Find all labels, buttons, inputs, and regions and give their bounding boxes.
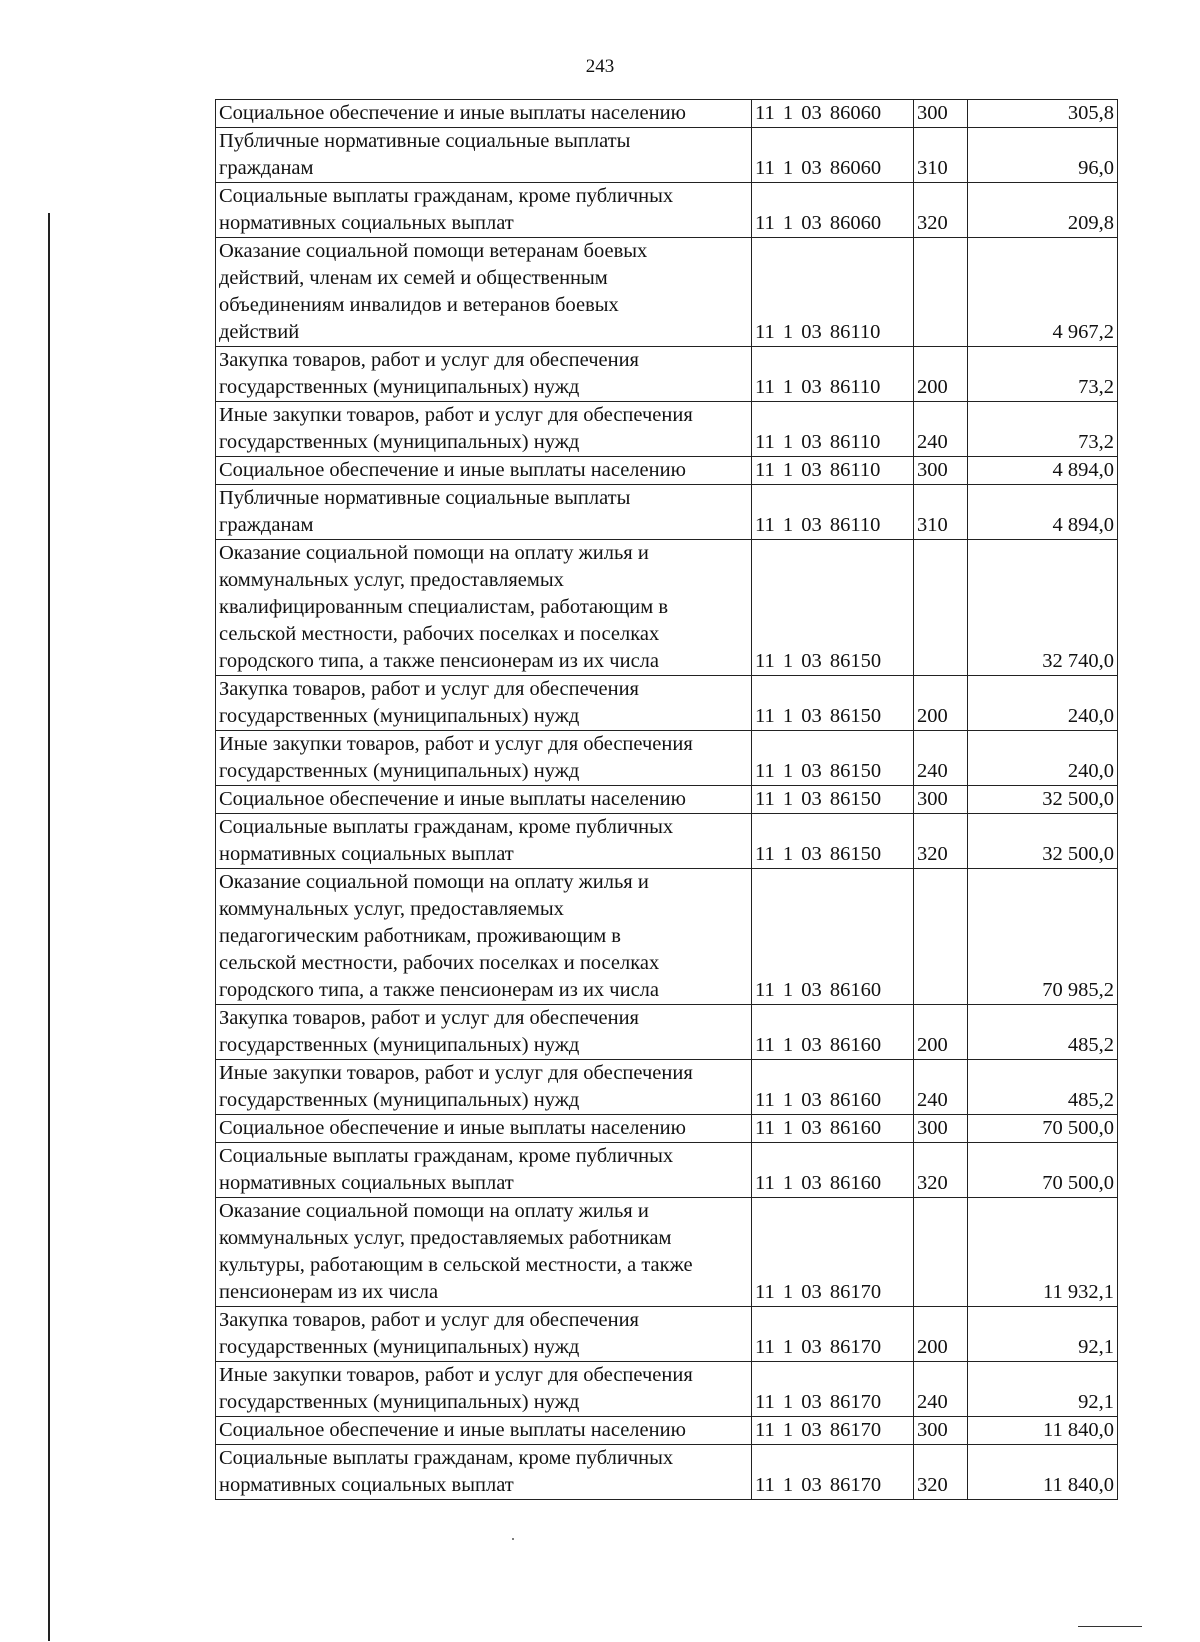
table-row — [216, 402, 1118, 457]
expense-type-cell: 310 — [914, 485, 968, 540]
amount-cell: 70 500,0 — [968, 1143, 1118, 1198]
expense-name-cell: Социальные выплаты гражданам, кроме публичных нормативных социальных выплат — [216, 1143, 752, 1198]
expense-name-cell: Закупка товаров, работ и услуг для обеспечения государственных (муниципальных) нужд — [216, 676, 752, 731]
table-row — [216, 1143, 1118, 1198]
expense-name-cell: Оказание социальной помощи на оплату жилья и коммунальных услуг, предоставляемых педагогическим работникам, проживающим в сельской местности, рабочих поселках и поселках городского типа, а также пенсионерам из их числа — [216, 869, 752, 1005]
expense-type-cell: 240 — [914, 1362, 968, 1417]
table-row — [216, 1005, 1118, 1060]
table-row — [216, 786, 1118, 814]
expense-name-cell: Социальные выплаты гражданам, кроме публичных нормативных социальных выплат — [216, 183, 752, 238]
expense-type-cell: 320 — [914, 1445, 968, 1500]
expense-type-cell: 320 — [914, 814, 968, 869]
expense-type-cell — [914, 238, 968, 347]
table-row — [216, 540, 1118, 676]
table-row — [216, 1417, 1118, 1445]
expense-type-cell — [914, 869, 968, 1005]
expense-name-cell: Социальные выплаты гражданам, кроме публичных нормативных социальных выплат — [216, 1445, 752, 1500]
amount-cell: 240,0 — [968, 731, 1118, 786]
table-row — [216, 1198, 1118, 1307]
target-code-cell: 11 1 03 86160 — [752, 1060, 914, 1115]
expense-name-cell: Социальное обеспечение и иные выплаты населению — [216, 786, 752, 814]
table-row — [216, 1060, 1118, 1115]
expense-name-cell: Иные закупки товаров, работ и услуг для обеспечения государственных (муниципальных) нужд — [216, 1362, 752, 1417]
expense-name-cell: Публичные нормативные социальные выплаты гражданам — [216, 128, 752, 183]
target-code-cell: 11 1 03 86110 — [752, 485, 914, 540]
expense-name-cell: Социальное обеспечение и иные выплаты населению — [216, 1417, 752, 1445]
target-code-cell: 11 1 03 86150 — [752, 540, 914, 676]
expense-name-cell: Закупка товаров, работ и услуг для обеспечения государственных (муниципальных) нужд — [216, 347, 752, 402]
expense-name-cell: Иные закупки товаров, работ и услуг для обеспечения государственных (муниципальных) нужд — [216, 1060, 752, 1115]
amount-cell: 96,0 — [968, 128, 1118, 183]
expense-name-cell: Социальные выплаты гражданам, кроме публичных нормативных социальных выплат — [216, 814, 752, 869]
expense-name-cell: Социальное обеспечение и иные выплаты населению — [216, 457, 752, 485]
expense-name-cell: Иные закупки товаров, работ и услуг для обеспечения государственных (муниципальных) нужд — [216, 402, 752, 457]
expense-type-cell: 300 — [914, 1417, 968, 1445]
expense-type-cell: 200 — [914, 676, 968, 731]
expense-type-cell: 300 — [914, 100, 968, 128]
target-code-cell: 11 1 03 86150 — [752, 786, 914, 814]
target-code-cell: 11 1 03 86170 — [752, 1417, 914, 1445]
target-code-cell: 11 1 03 86060 — [752, 128, 914, 183]
amount-cell: 209,8 — [968, 183, 1118, 238]
expense-type-cell: 240 — [914, 731, 968, 786]
expense-type-cell: 300 — [914, 1115, 968, 1143]
target-code-cell: 11 1 03 86160 — [752, 1115, 914, 1143]
table-row — [216, 731, 1118, 786]
target-code-cell: 11 1 03 86160 — [752, 1005, 914, 1060]
amount-cell: 73,2 — [968, 347, 1118, 402]
expense-type-cell: 310 — [914, 128, 968, 183]
expense-type-cell: 300 — [914, 786, 968, 814]
amount-cell: 4 967,2 — [968, 238, 1118, 347]
amount-cell: 92,1 — [968, 1307, 1118, 1362]
expense-type-cell: 200 — [914, 1005, 968, 1060]
table-row — [216, 814, 1118, 869]
expense-name-cell: Иные закупки товаров, работ и услуг для обеспечения государственных (муниципальных) нужд — [216, 731, 752, 786]
expense-type-cell — [914, 1198, 968, 1307]
scan-speck — [512, 1538, 514, 1540]
table-row — [216, 1115, 1118, 1143]
scan-margin-line — [48, 213, 50, 1641]
amount-cell: 32 500,0 — [968, 814, 1118, 869]
amount-cell: 73,2 — [968, 402, 1118, 457]
table-row — [216, 1307, 1118, 1362]
table-row — [216, 1362, 1118, 1417]
expense-type-cell: 300 — [914, 457, 968, 485]
table-row — [216, 238, 1118, 347]
target-code-cell: 11 1 03 86060 — [752, 183, 914, 238]
target-code-cell: 11 1 03 86150 — [752, 676, 914, 731]
target-code-cell: 11 1 03 86160 — [752, 1143, 914, 1198]
amount-cell: 4 894,0 — [968, 457, 1118, 485]
amount-cell: 92,1 — [968, 1362, 1118, 1417]
expense-name-cell: Закупка товаров, работ и услуг для обеспечения государственных (муниципальных) нужд — [216, 1307, 752, 1362]
amount-cell: 11 840,0 — [968, 1417, 1118, 1445]
scan-corner-mark — [1078, 1626, 1142, 1627]
target-code-cell: 11 1 03 86110 — [752, 347, 914, 402]
budget-table-body — [216, 100, 1118, 1500]
expense-type-cell: 200 — [914, 1307, 968, 1362]
expense-name-cell: Оказание социальной помощи на оплату жилья и коммунальных услуг, предоставляемых квалифицированным специалистам, работающим в сельской местности, рабочих поселках и поселках городского типа, а также пенсионерам из их числа — [216, 540, 752, 676]
target-code-cell: 11 1 03 86110 — [752, 457, 914, 485]
page-number: 243 — [585, 56, 615, 77]
target-code-cell: 11 1 03 86170 — [752, 1198, 914, 1307]
target-code-cell: 11 1 03 86110 — [752, 238, 914, 347]
amount-cell: 11 840,0 — [968, 1445, 1118, 1500]
amount-cell: 70 500,0 — [968, 1115, 1118, 1143]
target-code-cell: 11 1 03 86110 — [752, 402, 914, 457]
expense-name-cell: Закупка товаров, работ и услуг для обеспечения государственных (муниципальных) нужд — [216, 1005, 752, 1060]
expense-type-cell — [914, 540, 968, 676]
target-code-cell: 11 1 03 86170 — [752, 1362, 914, 1417]
target-code-cell: 11 1 03 86150 — [752, 814, 914, 869]
expense-type-cell: 320 — [914, 1143, 968, 1198]
target-code-cell: 11 1 03 86160 — [752, 869, 914, 1005]
amount-cell: 305,8 — [968, 100, 1118, 128]
table-row — [216, 1445, 1118, 1500]
expense-type-cell: 200 — [914, 347, 968, 402]
table-row — [216, 347, 1118, 402]
amount-cell: 32 500,0 — [968, 786, 1118, 814]
amount-cell: 4 894,0 — [968, 485, 1118, 540]
expense-name-cell: Оказание социальной помощи ветеранам боевых действий, членам их семей и общественным объединениям инвалидов и ветеранов боевых действий — [216, 238, 752, 347]
amount-cell: 240,0 — [968, 676, 1118, 731]
table-row — [216, 457, 1118, 485]
table-row — [216, 100, 1118, 128]
amount-cell: 11 932,1 — [968, 1198, 1118, 1307]
expense-type-cell: 320 — [914, 183, 968, 238]
budget-table — [215, 99, 1118, 1500]
expense-name-cell: Социальное обеспечение и иные выплаты населению — [216, 100, 752, 128]
target-code-cell: 11 1 03 86060 — [752, 100, 914, 128]
amount-cell: 485,2 — [968, 1060, 1118, 1115]
table-row — [216, 485, 1118, 540]
target-code-cell: 11 1 03 86150 — [752, 731, 914, 786]
table-row — [216, 676, 1118, 731]
table-row — [216, 128, 1118, 183]
table-row — [216, 869, 1118, 1005]
expense-type-cell: 240 — [914, 1060, 968, 1115]
expense-type-cell: 240 — [914, 402, 968, 457]
target-code-cell: 11 1 03 86170 — [752, 1307, 914, 1362]
target-code-cell: 11 1 03 86170 — [752, 1445, 914, 1500]
amount-cell: 485,2 — [968, 1005, 1118, 1060]
expense-name-cell: Оказание социальной помощи на оплату жилья и коммунальных услуг, предоставляемых работникам культуры, работающим в сельской местности, а также пенсионерам из их числа — [216, 1198, 752, 1307]
amount-cell: 70 985,2 — [968, 869, 1118, 1005]
expense-name-cell: Социальное обеспечение и иные выплаты населению — [216, 1115, 752, 1143]
amount-cell: 32 740,0 — [968, 540, 1118, 676]
table-row — [216, 183, 1118, 238]
expense-name-cell: Публичные нормативные социальные выплаты гражданам — [216, 485, 752, 540]
